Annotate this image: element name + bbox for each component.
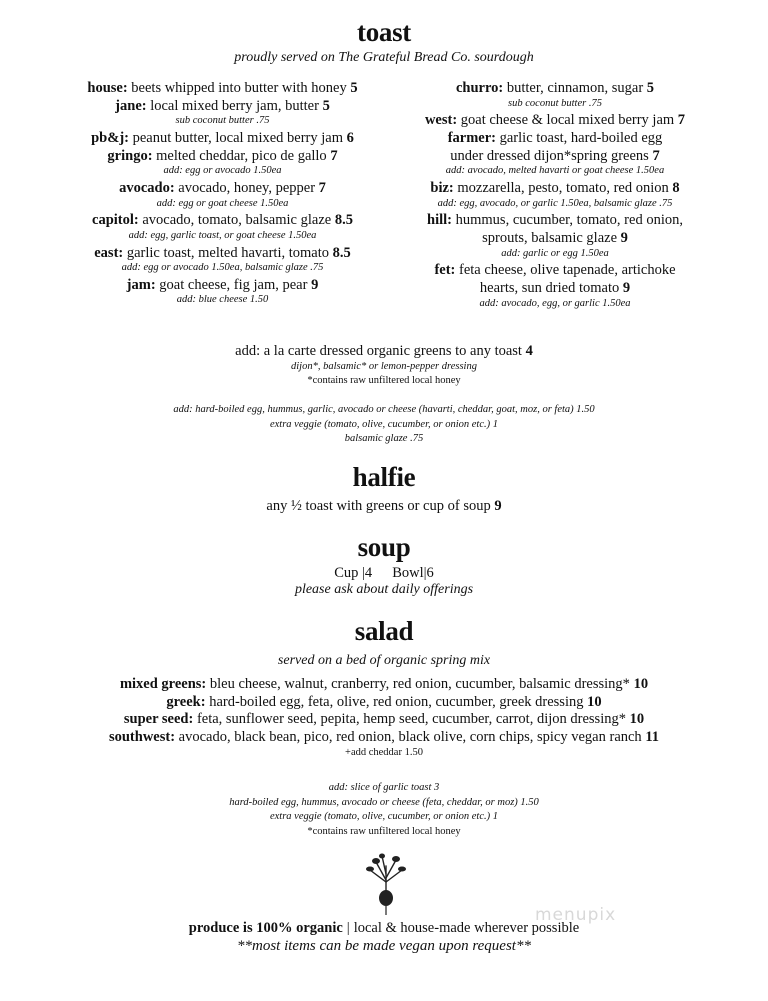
item-note: sub coconut butter .75 (175, 115, 270, 127)
item-name: avocado: (119, 179, 175, 196)
honey-note: *contains raw unfiltered local honey (307, 375, 461, 387)
item-price: 5 (646, 80, 655, 96)
item-note: add: egg or goat cheese 1.50ea (156, 197, 289, 209)
addon-line: add: hard-boiled egg, hummus, garlic, avocado or cheese (havarti, cheddar, goat, moz, or feta) 1.50 (173, 404, 595, 415)
footer: produce is 100% organic | local & house-made wherever possible **most items can be made vegan upon request** (0, 920, 768, 955)
menu-item (60, 148, 385, 178)
item-desc: peanut butter, local mixed berry jam (132, 129, 344, 146)
salad-item (0, 694, 768, 712)
item-name: super seed: (123, 711, 194, 728)
item-desc-line2: sprouts, balsamic glaze (482, 229, 617, 246)
dressing-note: dijon*, balsamic* or lemon-pepper dressing (291, 360, 477, 372)
item-price: 7 (330, 147, 338, 164)
item-desc: feta, sunflower seed, pepita, hemp seed, cucumber, carrot, dijon dressing* (196, 711, 626, 728)
halfie-line: any ½ toast with greens or cup of soup (266, 497, 491, 514)
toast-right-column (395, 80, 715, 312)
produce-bold: produce is 100% organic (188, 920, 343, 936)
greens-addon-block (0, 343, 768, 390)
item-desc: hummus, cucumber, tomato, red onion, (455, 212, 683, 229)
item-note: add: garlic or egg 1.50ea (501, 247, 609, 259)
item-price: 7 (677, 112, 686, 129)
addon-line: extra veggie (tomato, olive, cucumber, or onion etc.) 1 (269, 418, 499, 430)
item-name: jam: (126, 276, 156, 293)
item-name: farmer: (447, 129, 496, 146)
item-price: 7 (652, 147, 660, 164)
item-desc: mozzarella, pesto, tomato, red onion (457, 179, 669, 196)
item-name: west: (424, 112, 458, 129)
menu-item (395, 180, 715, 210)
menu-item (60, 212, 385, 242)
item-note: add: egg, garlic toast, or goat cheese 1.50ea (128, 229, 317, 241)
item-price: 8.5 (332, 244, 351, 261)
honey-note: *contains raw unfiltered local honey (307, 825, 461, 837)
soup-cup: Cup |4 (334, 564, 373, 581)
item-desc-line2: under dressed dijon*spring greens (450, 147, 649, 164)
item-desc: melted cheddar, pico de gallo (156, 147, 327, 164)
item-name: churro: (455, 80, 504, 96)
item-desc: avocado, black bean, pico, red onion, black olive, corn chips, spicy vegan ranch (178, 729, 642, 746)
item-price: 5 (350, 80, 358, 96)
salad-section (0, 617, 768, 669)
item-name: biz: (430, 179, 454, 196)
soup-section (0, 533, 768, 599)
toast-addons (0, 404, 768, 448)
item-price: 11 (645, 729, 660, 746)
item-name: east: (94, 244, 124, 261)
item-name: mixed greens: (119, 676, 207, 692)
halfie-section (0, 463, 768, 515)
item-name: house: (87, 80, 128, 96)
item-note: add: avocado, melted havarti or goat cheese 1.50ea (445, 165, 665, 177)
item-note: add: avocado, egg, or garlic 1.50ea (479, 297, 631, 309)
item-price: 10 (633, 676, 649, 692)
salad-items (0, 676, 768, 761)
item-desc: garlic toast, melted havarti, tomato (126, 244, 329, 261)
item-name: gringo: (107, 147, 153, 164)
menu-item (395, 130, 715, 178)
item-desc: butter, cinnamon, sugar (506, 80, 644, 96)
greens-line: add: a la carte dressed organic greens to any toast (235, 343, 522, 359)
addon-line: balsamic glaze .75 (344, 433, 424, 445)
salad-title: salad (354, 616, 414, 646)
item-price: 10 (629, 711, 645, 728)
menu-item (395, 262, 715, 310)
soup-bowl: Bowl|6 (392, 564, 434, 581)
soup-note: please ask about daily offerings (294, 582, 474, 598)
menu-item (395, 212, 715, 260)
item-name: fet: (434, 262, 456, 279)
item-price: 5 (322, 97, 330, 114)
addon-line: hard-boiled egg, hummus, avocado or cheese (feta, cheddar, or moz) 1.50 (229, 796, 539, 808)
item-price: 9 (311, 276, 319, 293)
menu-item (395, 80, 715, 110)
item-note: add: blue cheese 1.50 (176, 294, 269, 306)
item-name: pb&j: (91, 129, 129, 146)
item-desc: bleu cheese, walnut, cranberry, red onion, cucumber, balsamic dressing* (209, 676, 630, 692)
salad-item (0, 676, 768, 694)
item-price: 8.5 (334, 212, 353, 229)
toast-left-column (60, 80, 385, 309)
salad-subtitle: served on a bed of organic spring mix (277, 652, 491, 668)
addon-line: extra veggie (tomato, olive, cucumber, or onion etc.) 1 (269, 811, 499, 823)
item-note: add: egg or avocado 1.50ea (163, 165, 282, 177)
addon-line: add: slice of garlic toast 3 (328, 782, 440, 793)
menu-item (60, 98, 385, 128)
item-desc: avocado, honey, pepper (178, 179, 316, 196)
item-name: capitol: (92, 212, 139, 229)
item-price: 8 (672, 179, 680, 196)
item-price: 6 (346, 129, 354, 146)
item-desc: goat cheese, fig jam, pear (159, 276, 308, 293)
item-price: 9 (620, 229, 628, 246)
produce-rest: local & house-made wherever possible (353, 920, 580, 936)
greens-price: 4 (525, 343, 533, 359)
item-note: add: egg or avocado 1.50ea, balsamic glaze .75 (121, 262, 324, 274)
item-desc-line2: hearts, sun dried tomato (479, 279, 620, 296)
item-price: 10 (587, 693, 602, 710)
salad-item (0, 711, 768, 729)
item-desc: feta cheese, olive tapenade, artichoke (458, 262, 676, 279)
vegan-note: **most items can be made vegan upon request** (237, 937, 531, 954)
item-name: greek: (166, 693, 206, 710)
menu-item (60, 245, 385, 275)
toast-section-title: toast (357, 17, 411, 47)
item-desc: goat cheese & local mixed berry jam (460, 112, 675, 129)
item-desc: garlic toast, hard-boiled egg (499, 129, 663, 146)
item-name: jane: (115, 97, 147, 114)
salad-addons (0, 782, 768, 840)
watermark: menupix (535, 905, 617, 925)
halfie-title: halfie (352, 462, 416, 492)
soup-title: soup (357, 532, 411, 562)
item-note: sub coconut butter .75 (508, 97, 602, 109)
item-name: hill: (427, 212, 452, 229)
menu-item (60, 130, 385, 148)
salad-item (0, 729, 768, 747)
toast-subtitle: proudly served on The Grateful Bread Co. sourdough (234, 50, 534, 65)
item-name: southwest: (108, 729, 176, 746)
item-price: 9 (622, 279, 631, 296)
item-note: add: egg, avocado, or garlic 1.50ea, balsamic glaze .75 (437, 197, 673, 209)
item-desc: avocado, tomato, balsamic glaze (142, 212, 332, 229)
item-desc: hard-boiled egg, feta, olive, red onion, cucumber, greek dressing (209, 693, 584, 710)
cheddar-addon: +add cheddar 1.50 (345, 746, 423, 758)
menu-item (60, 180, 385, 210)
item-price: 7 (318, 179, 326, 196)
menu-item (60, 80, 385, 98)
menu-item (60, 277, 385, 307)
halfie-price: 9 (494, 497, 502, 514)
beet-plant-icon (362, 852, 410, 916)
item-desc: beets whipped into butter with honey (131, 80, 347, 96)
menu-item (395, 112, 715, 130)
item-desc: local mixed berry jam, butter (150, 97, 319, 114)
